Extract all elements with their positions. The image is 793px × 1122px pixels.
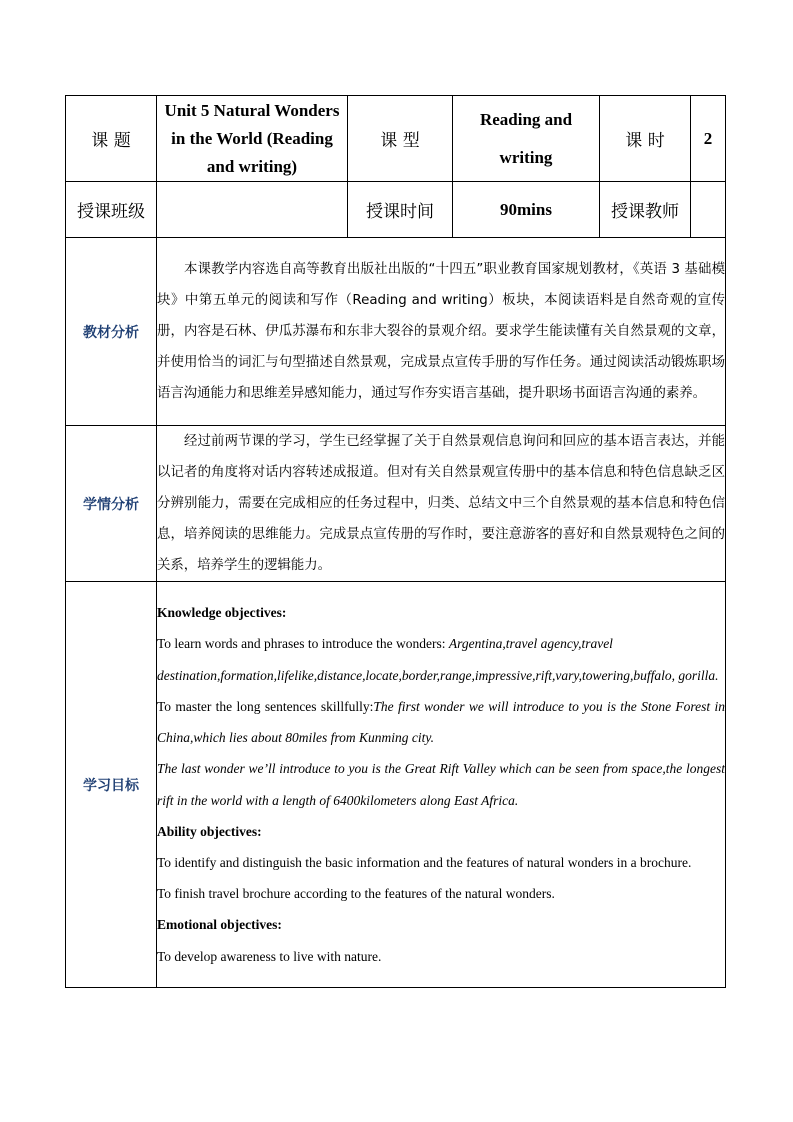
sentences-line <box>157 691 725 753</box>
type-value: Reading and writing <box>453 96 600 182</box>
material-analysis-label: 教材分析 <box>66 238 157 426</box>
sentence-2: The last wonder we’ll introduce to you is the Great Rift Valley which can be seen from space,the longest rift in the world with a length of 6400kilometers along East Africa. <box>157 761 725 808</box>
words-line <box>157 628 725 690</box>
header-row-2 <box>66 182 726 238</box>
ability-heading: Ability objectives: <box>157 823 262 839</box>
learner-analysis-text: 经过前两节课的学习，学生已经掌握了关于自然景观信息询问和回应的基本语言表达，并能以记者的角度将对话内容转述成报道。但对有关自然景观宣传册中的基本信息和特色信息缺乏区分辨别能力，需要在完成相应的任务过程中，归类、总结文中三个自然景观的基本信息和特色信息，培养阅读的思维能力。完成景点宣传册的写作时，要注意游客的喜好和自然景观特色之间的关系，培养学生的逻辑能力。 <box>157 426 726 582</box>
hours-value: 2 <box>691 96 726 182</box>
topic-value: Unit 5 Natural Wonders in the World (Reading and writing) <box>157 96 348 182</box>
words-intro: To learn words and phrases to introduce the wonders: <box>157 636 449 652</box>
emotional-heading: Emotional objectives: <box>157 917 282 933</box>
words-list: Argentina,travel agency,travel destination,formation,lifelike,distance,locate,border,range,impressive,rift,vary,towering,buffalo, gorilla. <box>157 636 719 683</box>
ability-2: To finish travel brochure according to the features of the natural wonders. <box>157 886 555 902</box>
material-analysis-row <box>66 238 726 426</box>
ability-1: To identify and distinguish the basic information and the features of natural wonders in a brochure. <box>157 854 692 870</box>
objectives-content <box>157 582 726 988</box>
sentence-1: The first wonder we will introduce to you is the Stone Forest in China,which lies about 80miles from Kunming city. <box>157 698 726 746</box>
objectives-row <box>66 582 726 988</box>
material-analysis-text: 本课教学内容选自高等教育出版社出版的“十四五”职业教育国家规划教材，《英语 3 基础模块》中第五单元的阅读和写作（Reading and writing）板块，本阅读语料是自然奇观的宣传册，内容是石林、伊瓜苏瀑布和东非大裂谷的景观介绍。要求学生能读懂有关自然景观的文章，并使用恰当的词汇与句型描述自然景观，完成景点宣传手册的写作任务。通过阅读活动锻炼职场语言沟通能力和思维差异感知能力，通过写作夯实语言基础，提升职场书面语言沟通的素养。 <box>157 238 726 426</box>
objectives-label: 学习目标 <box>66 582 157 988</box>
class-label: 授课班级 <box>66 182 157 238</box>
learner-analysis-label: 学情分析 <box>66 426 157 582</box>
lesson-plan-table <box>65 95 726 988</box>
time-label: 授课时间 <box>348 182 453 238</box>
topic-label: 课 题 <box>66 96 157 182</box>
emotional-1: To develop awareness to live with nature. <box>157 948 382 964</box>
sentences-intro: To master the long sentences skillfully: <box>157 698 374 714</box>
knowledge-heading: Knowledge objectives: <box>157 605 287 621</box>
teacher-label: 授课教师 <box>600 182 691 238</box>
teacher-value <box>691 182 726 238</box>
type-label: 课 型 <box>348 96 453 182</box>
time-value: 90mins <box>453 182 600 238</box>
class-value <box>157 182 348 238</box>
hours-label: 课 时 <box>600 96 691 182</box>
learner-analysis-row <box>66 426 726 582</box>
header-row-1 <box>66 96 726 182</box>
